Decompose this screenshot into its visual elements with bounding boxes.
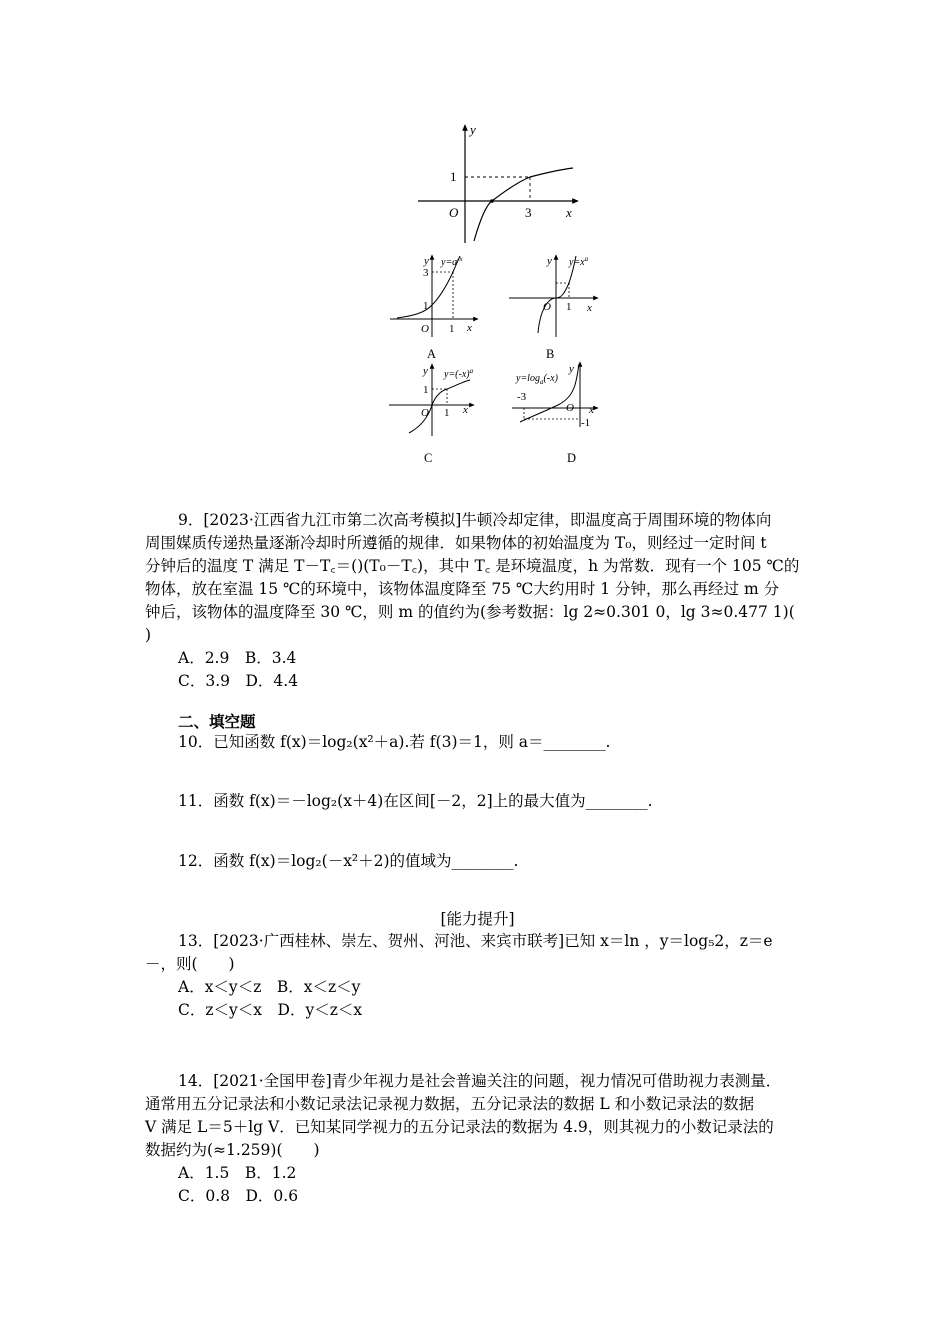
q9-options-2: C．3.9 D．4.4 (178, 672, 299, 690)
graph-c-caption: C (424, 451, 433, 465)
q14-options-2: C．0.8 D．0.6 (178, 1187, 299, 1205)
q11-text: 11．函数 f(x)＝－log₂(x＋4)在区间[－2，2]上的最大值为________. (178, 792, 653, 810)
graph-a-x-label: x (467, 322, 472, 334)
graph-d-origin: O (566, 402, 574, 414)
q14-line-1: 14．[2021·全国甲卷]青少年视力是社会普遍关注的问题，视力情况可借助视力表测量． (178, 1072, 782, 1090)
q12-text: 12．函数 f(x)＝log₂(－x²＋2)的值域为________. (178, 852, 519, 870)
q9-line-3: 分钟后的温度 T 满足 T－T꜀＝()(T₀－T꜀)，其中 T꜀ 是环境温度，h 为常数．现有一个 105 ℃的 (145, 557, 800, 575)
graph-a-one-x: 1 (449, 323, 455, 335)
graph-c-one-y: 1 (423, 384, 429, 396)
graph-b (509, 255, 598, 361)
question-13 (145, 930, 810, 1022)
main-one-label: 1 (450, 169, 457, 184)
graph-d-neg3: -3 (517, 391, 527, 403)
graph-d-caption: D (567, 451, 577, 465)
graph-a-three: 3 (423, 267, 429, 279)
q9-line-5: 钟后，该物体的温度降至 30 ℃，则 m 的值约为(参考数据：lg 2≈0.301 0，lg 3≈0.477 1)( (145, 603, 795, 621)
graph-b-caption: B (546, 347, 555, 361)
graph-a-func: $y=a^{-x}$ (441, 255, 463, 268)
graph-a-one-y: 1 (423, 300, 429, 312)
main-three-label: 3 (525, 205, 532, 220)
graph-d-func: $y=\log_a(-x)$ (516, 373, 558, 386)
graph-c-x-label: x (463, 404, 468, 416)
q13-line-1: 13．[2023·广西桂林、崇左、贺州、河池、来宾市联考]已知 x＝ln ，y＝log₅2，z＝e (178, 932, 773, 950)
main-x-label: x (566, 205, 572, 220)
graph-b-func: $y=x^a$ (569, 255, 589, 268)
graph-c-one-x: 1 (444, 407, 450, 419)
q13-options-1: A．x＜y＜z B．x＜z＜y (178, 978, 361, 996)
graph-d-neg1: -1 (581, 417, 591, 429)
graph-c (389, 364, 474, 465)
q10-text: 10．已知函数 f(x)＝log₂(x²＋a).若 f(3)＝1，则 a＝________. (178, 733, 611, 751)
graph-b-y-label: y (547, 255, 552, 267)
q14-line-3: V 满足 L＝5＋lg V．已知某同学视力的五分记录法的数据为 4.9，则其视力的小数记录法的 (145, 1118, 774, 1136)
question-10 (145, 731, 810, 754)
question-9 (145, 509, 810, 693)
q9-line-1: 9．[2023·江西省九江市第二次高考模拟]牛顿冷却定律，即温度高于周围环境的物体向 (178, 511, 772, 529)
graph-a-origin: O (421, 323, 429, 335)
q14-line-2: 通常用五分记录法和小数记录法记录视力数据，五分记录法的数据 L 和小数记录法的数据 (145, 1095, 755, 1113)
graph-d (512, 362, 598, 465)
question-14 (145, 1070, 810, 1208)
q9-line-4: 物体，放在室温 15 ℃的环境中，该物体温度降至 75 ℃大约用时 1 分钟，那么再经过 m 分 (145, 580, 780, 598)
graph-c-y-label: y (423, 365, 428, 377)
graph-a (390, 255, 478, 361)
main-graph (418, 122, 578, 243)
q9-line-2: 周围媒质传递热量逐渐冷却时所遵循的规律．如果物体的初始温度为 T₀，则经过一定时间 t (145, 534, 767, 552)
q9-options-1: A．2.9 B．3.4 (178, 649, 297, 667)
graph-a-caption: A (427, 347, 437, 361)
graph-c-origin: O (421, 407, 429, 419)
ability-heading: [能力提升] (440, 910, 515, 928)
q9-line-6: ) (145, 626, 152, 644)
main-y-label: y (470, 122, 476, 137)
graph-b-one-x: 1 (566, 301, 572, 313)
q14-line-4: 数据约为(≈1.259)( ) (145, 1141, 320, 1159)
question-11 (145, 790, 810, 813)
graph-c-func: $y=(-x)^a$ (444, 367, 474, 380)
q13-line-2: －，则( ) (145, 955, 235, 973)
section-heading-fill-in: 二、填空题 (178, 712, 256, 731)
question-12 (145, 850, 810, 873)
function-graphs-figure (0, 0, 950, 480)
graph-b-x-label: x (587, 302, 592, 314)
graph-b-origin: O (543, 301, 551, 313)
graph-a-y-label: y (424, 255, 429, 267)
graph-d-y-label: y (569, 363, 574, 375)
graph-d-x-label: x (589, 404, 594, 416)
q14-options-1: A．1.5 B．1.2 (178, 1164, 297, 1182)
q13-options-2: C．z＜y＜x D．y＜z＜x (178, 1001, 363, 1019)
main-origin-label: O (449, 205, 459, 220)
